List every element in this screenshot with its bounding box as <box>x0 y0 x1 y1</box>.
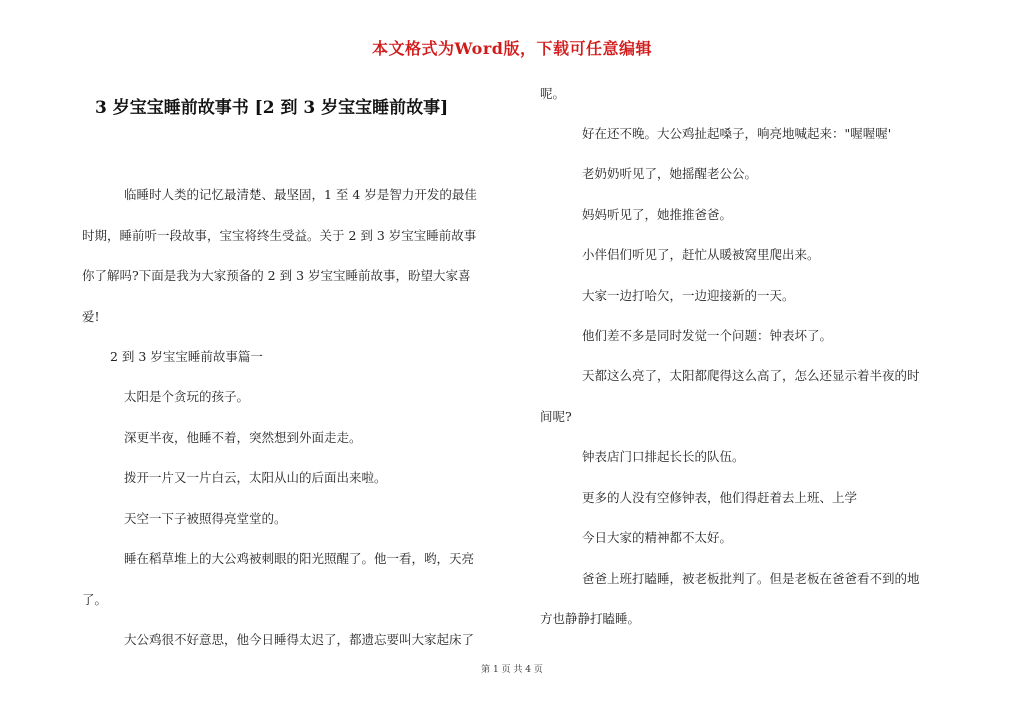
left-line: 天空一下子被照得亮堂堂的。 <box>124 511 287 526</box>
left-line: 睡在稻草堆上的大公鸡被刺眼的阳光照醒了。他一看，哟，天亮 <box>124 551 475 566</box>
right-line: 方也静静打瞌睡。 <box>540 611 641 626</box>
right-line: 间呢? <box>540 409 572 424</box>
page-number: 第 1 页 共 4 页 <box>481 665 543 675</box>
right-line: 呢。 <box>540 86 566 101</box>
left-line: 你了解吗?下面是我为大家预备的 2 到 3 岁宝宝睡前故事，盼望大家喜 <box>82 268 471 283</box>
right-line: 更多的人没有空修钟表，他们得赶着去上班、上学 <box>582 490 858 505</box>
left-line: 时期，睡前听一段故事，宝宝将终生受益。关于 2 到 3 岁宝宝睡前故事 <box>82 228 477 243</box>
right-line: 钟表店门口排起长长的队伍。 <box>582 449 745 464</box>
left-line: 深更半夜，他睡不着，突然想到外面走走。 <box>124 430 362 445</box>
left-line: 太阳是个贪玩的孩子。 <box>124 389 250 404</box>
left-line: 大公鸡很不好意思，他今日睡得太迟了，都遗忘要叫大家起床了 <box>124 632 475 647</box>
right-line: 老奶奶听见了，她摇醒老公公。 <box>582 166 758 181</box>
right-line: 爸爸上班打瞌睡，被老板批判了。但是老板在爸爸看不到的地 <box>582 571 920 586</box>
right-line: 妈妈听见了，她推推爸爸。 <box>582 207 733 222</box>
left-line: 拨开一片又一片白云，太阳从山的后面出来啦。 <box>124 470 387 485</box>
left-line: 爱! <box>82 309 100 324</box>
left-line: 了。 <box>82 592 108 607</box>
right-line: 天都这么亮了，太阳都爬得这么高了，怎么还显示着半夜的时 <box>582 368 920 383</box>
left-line: 临睡时人类的记忆最清楚、最坚固，1 至 4 岁是智力开发的最佳 <box>124 187 477 202</box>
right-line: 好在还不晚。大公鸡扯起嗓子，响亮地喊起来："喔喔喔' <box>582 126 892 141</box>
section-heading: 2 到 3 岁宝宝睡前故事篇一 <box>110 349 263 364</box>
download-banner: 本文格式为Word版，下载可任意编辑 <box>372 39 652 58</box>
right-line: 大家一边打哈欠，一边迎接新的一天。 <box>582 288 795 303</box>
article-title: 3 岁宝宝睡前故事书 [2 到 3 岁宝宝睡前故事] <box>95 98 449 118</box>
right-line: 他们差不多是同时发觉一个问题：钟表坏了。 <box>582 328 833 343</box>
right-line: 小伴侣们听见了，赶忙从暖被窝里爬出来。 <box>582 247 820 262</box>
right-line: 今日大家的精神都不太好。 <box>582 530 733 545</box>
